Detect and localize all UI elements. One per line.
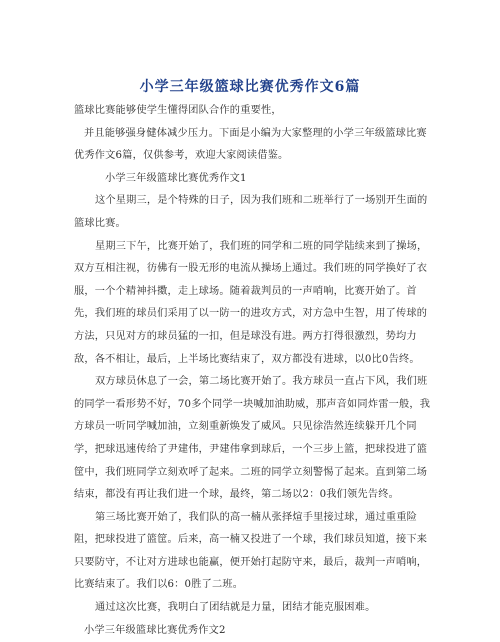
paragraph-line: 先，我们班的球员们采用了以一防一的进攻方式，对方急中生智，用了传球的 — [74, 308, 428, 320]
paragraph-line: 结束，都没有再让我们进一个球，最终，第二场以2：0我们领先告终。 — [74, 489, 399, 501]
paragraph-line: 学，把球迅速传给了尹建伟，尹建伟拿到球后，一个三步上篮，把球投进了篮 — [74, 443, 428, 455]
paragraph-line: 只要防守，不让对方进球也能赢，便开始打起防守来，最后，裁判一声哨响， — [74, 556, 428, 568]
paragraph-line: 双方互相注视，彷佛有一股无形的电流从操场上通过。我们班的同学换好了衣 — [74, 263, 428, 275]
paragraph-line: 方球员一听同学喊加油，立刻重新焕发了威风。只见徐浩然连续躲开几个同 — [74, 421, 417, 433]
section-heading: 小学三年级篮球比赛优秀作文2 — [84, 624, 226, 636]
paragraph-line: 的同学一看形势不好，70多个同学一块喊加油助威，那声音如同炸雷一般，我 — [74, 398, 431, 410]
paragraph-line: 优秀作文6篇，仅供参考，欢迎大家阅读借鉴。 — [74, 150, 289, 162]
paragraph-line: 方法，只见对方的球员猛的一扣，但是球没有进。两方打得很激烈，势均力 — [74, 330, 417, 342]
document-body — [74, 100, 430, 642]
paragraph-line: 阻，把球投进了篮筐。后来，高一楠又投进了一个球，我们球员知道，接下来 — [74, 534, 428, 546]
paragraph-line: 双方球员休息了一会，第二场比赛开始了。我方球员一直占下风，我们班 — [95, 376, 428, 388]
paragraph-line: 这个星期三，是个特殊的日子，因为我们班和二班举行了一场别开生面的 — [95, 195, 428, 207]
section-heading: 小学三年级篮球比赛优秀作文1 — [105, 172, 247, 184]
paragraph-line: 第三场比赛开始了，我们队的高一楠从张择煊手里接过球，通过重重险 — [95, 511, 418, 523]
paragraph-line: 篮球比赛。 — [74, 217, 126, 229]
paragraph-line: 比赛结束了。我们以6：0胜了二班。 — [74, 579, 244, 591]
paragraph-line: 通过这次比赛，我明白了团结就是力量，团结才能克服困难。 — [95, 602, 376, 614]
paragraph-line: 篮球比赛能够使学生懂得团队合作的重要性， — [74, 105, 282, 116]
paragraph-line: 并且能够强身健体减少压力。下面是小编为大家整理的小学三年级篮球比赛 — [84, 127, 427, 139]
paragraph-line: 服，一个个精神抖擞，走上球场。随着裁判员的一声哨响，比赛开始了。首 — [74, 285, 417, 297]
document-title: 小学三年级篮球比赛优秀作文6篇 — [139, 79, 361, 95]
paragraph-line: 筐中，我们班同学立刻欢呼了起来。二班的同学立刻警惕了起来。直到第二场 — [74, 466, 428, 478]
paragraph-line: 星期三下午，比赛开始了，我们班的同学和二班的同学陆续来到了操场， — [95, 240, 428, 252]
paragraph-line: 敌，各不相让，最后，上半场比赛结束了，双方都没有进球，以0比0告终。 — [74, 353, 420, 365]
